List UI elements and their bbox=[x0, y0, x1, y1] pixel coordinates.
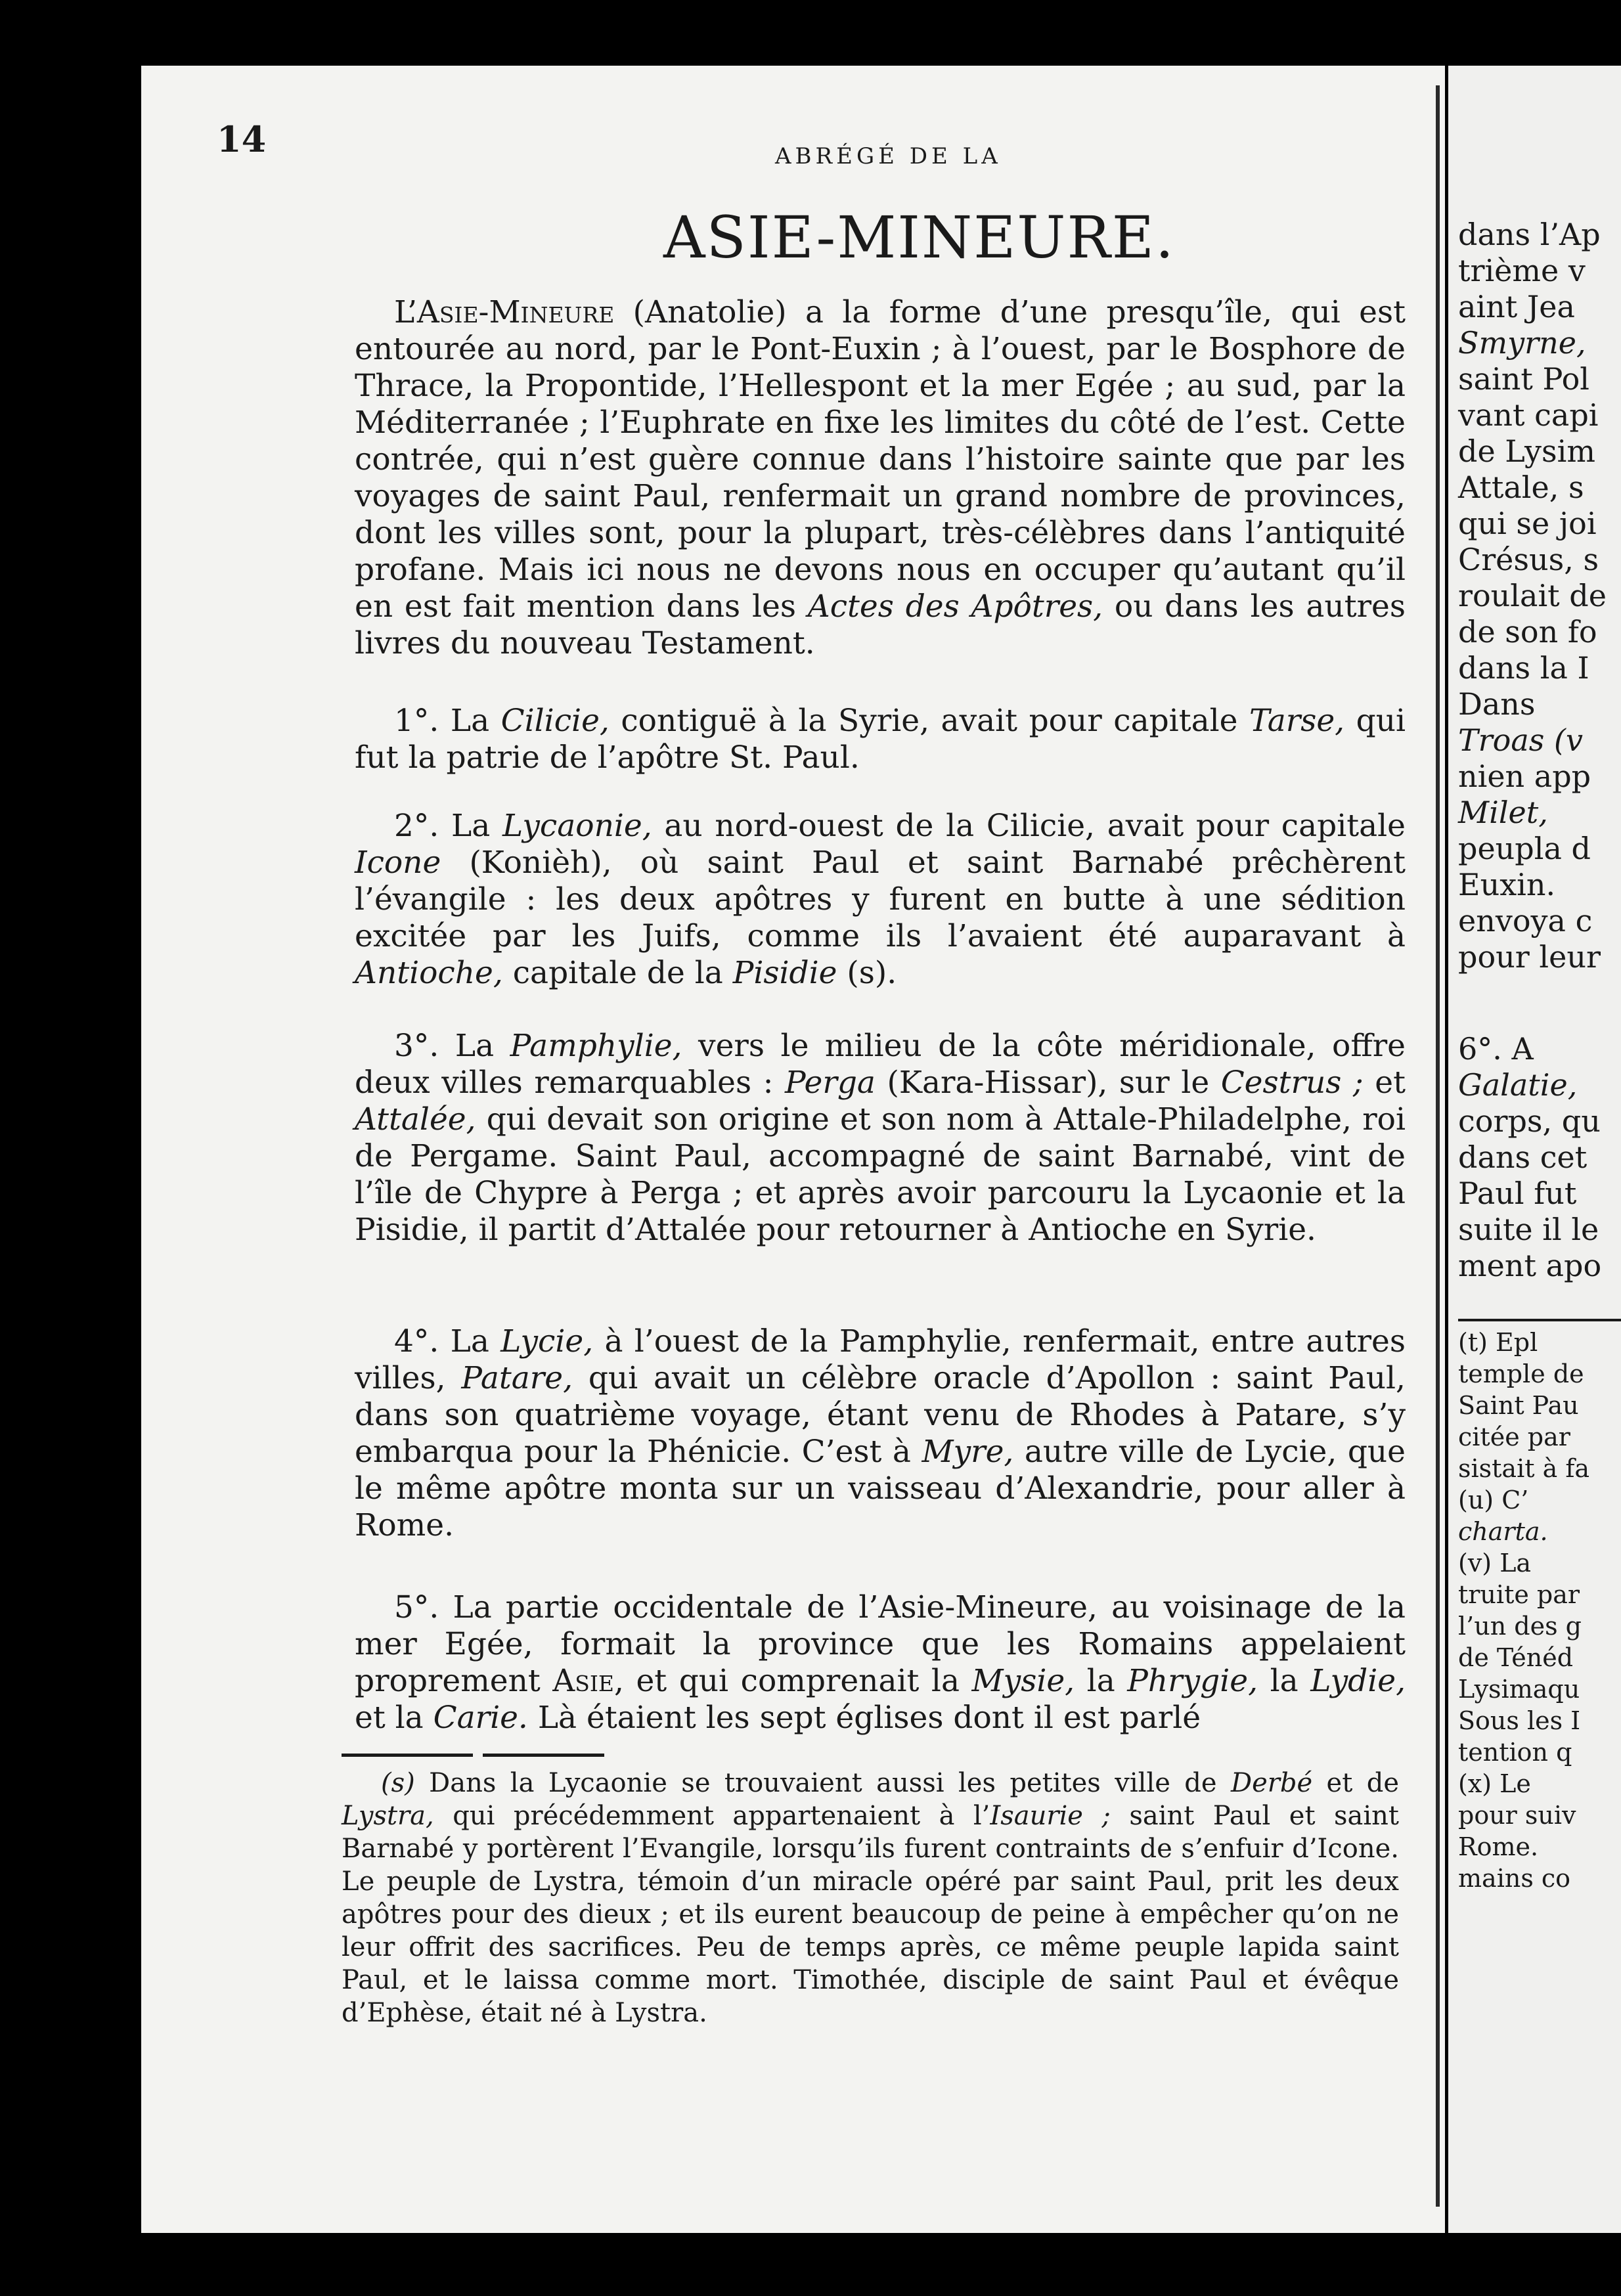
right-note-line: citée par bbox=[1458, 1423, 1570, 1451]
text-run: et de bbox=[1312, 1768, 1399, 1798]
right-line: trième v bbox=[1458, 253, 1586, 288]
right-line: Paul fut bbox=[1458, 1176, 1577, 1211]
right-line: de Lysim bbox=[1458, 433, 1595, 469]
right-note-line: (x) Le bbox=[1458, 1769, 1531, 1798]
text-run: saint Paul et saint Barnabé y portèrent l’Evangile, lorsqu’ils furent contraints de s’enfuir d’Icone. Le peuple de Lystra, témoin d’un miracle opéré par saint Paul, prit les deux apôtres pour des dieux ; et ils eurent beaucoup de peine à empêcher qu’on ne leur offrit des sacrifices. Peu de temps après, ce même peuple lapida saint Paul, et le laissa comme mort. Timothée, disciple de saint Paul et évêque d’Ephèse, était né à Lystra. bbox=[342, 1801, 1399, 2028]
right-note-line: (u) C’ bbox=[1458, 1486, 1529, 1514]
right-line: suite il le bbox=[1458, 1212, 1599, 1247]
intro-lead: L’Asie-Mineure bbox=[394, 294, 615, 330]
paragraph-asie bbox=[355, 1589, 1406, 1736]
footnote-rule bbox=[342, 1754, 473, 1757]
right-line: dans l’Ap bbox=[1458, 217, 1601, 252]
text-run: et qui comprenait la bbox=[623, 1663, 972, 1699]
right-line: Smyrne, bbox=[1458, 325, 1586, 361]
right-line: vant capi bbox=[1458, 397, 1599, 433]
text-run: Dans la Lycaonie se trouvaient aussi les petites ville de bbox=[414, 1768, 1231, 1798]
right-note-line: Rome. bbox=[1458, 1832, 1539, 1861]
place-name: Perga bbox=[785, 1065, 876, 1101]
text-run: à l’ouest de la Pamphylie, renfermait, entre autres villes, bbox=[355, 1323, 1406, 1396]
right-line: peupla d bbox=[1458, 831, 1591, 866]
intro-tail: ou dans les autres livres du nouveau Testament. bbox=[355, 588, 1406, 661]
text-run: qui avait un célèbre oracle d’Apollon : saint Paul, dans son quatrième voyage, étant venu de Rhodes à Patare, s’y embarqua pour la Phénicie. C’est à bbox=[355, 1360, 1406, 1470]
text-run: contiguë à la Syrie, avait pour capitale bbox=[609, 703, 1250, 739]
right-line: Troas (v bbox=[1458, 722, 1583, 758]
right-line: de son fo bbox=[1458, 614, 1597, 650]
right-note-line: temple de bbox=[1458, 1359, 1584, 1388]
right-page-text-mid bbox=[1458, 1031, 1621, 1284]
place-name: Antioche, bbox=[355, 955, 503, 991]
right-footnote-rule bbox=[1458, 1319, 1621, 1321]
place-name: Tarse, bbox=[1249, 703, 1345, 739]
province-name: Asie, bbox=[552, 1663, 624, 1699]
text-run: qui précédemment appartenaient à l’ bbox=[433, 1801, 990, 1831]
para-number: 5°. bbox=[394, 1589, 439, 1625]
page-number: 14 bbox=[217, 118, 267, 160]
text-run: (Kara-Hissar), sur le bbox=[875, 1065, 1221, 1101]
text-run: autre ville de Lycie, que le même apôtre monta sur un vaisseau d’Alexandrie, pour aller à Rome. bbox=[355, 1434, 1406, 1543]
right-page-text-top bbox=[1458, 217, 1621, 975]
text-run: La bbox=[439, 1323, 501, 1359]
right-line: aint Jea bbox=[1458, 289, 1575, 324]
right-line: Euxin. bbox=[1458, 867, 1556, 902]
text-run: Là étaient les sept églises dont il est parlé bbox=[527, 1700, 1201, 1736]
right-line: qui se joi bbox=[1458, 506, 1597, 541]
right-note-line: (v) La bbox=[1458, 1549, 1532, 1578]
text-run: La bbox=[439, 1028, 510, 1064]
place-name: Pamphylie, bbox=[510, 1028, 682, 1064]
place-name: Phrygie, bbox=[1127, 1663, 1258, 1699]
paragraph-lycie bbox=[355, 1323, 1406, 1544]
text-run: La partie occidentale de l’Asie-Mineure, au voisinage de la mer Egée, formait la province que les Romains appelaient proprement bbox=[355, 1589, 1406, 1699]
text-run: et la bbox=[355, 1700, 433, 1736]
right-line: ment apo bbox=[1458, 1248, 1602, 1283]
intro-italic-ref: Actes des Apôtres, bbox=[807, 588, 1103, 625]
place-name: Patare, bbox=[461, 1360, 573, 1396]
right-note-line: pour suiv bbox=[1458, 1801, 1576, 1830]
page-gutter bbox=[1436, 85, 1440, 2207]
right-line: Milet, bbox=[1458, 795, 1548, 830]
place-name: Attalée, bbox=[355, 1101, 476, 1137]
text-run: qui fut la patrie de l’apôtre St. Paul. bbox=[355, 703, 1406, 776]
text-run: la bbox=[1075, 1663, 1128, 1699]
footnote-s bbox=[342, 1767, 1399, 2029]
right-note-line: truite par bbox=[1458, 1580, 1580, 1609]
right-note-line: l’un des g bbox=[1458, 1612, 1582, 1641]
intro-paragraph bbox=[355, 294, 1406, 662]
text-run: La bbox=[439, 703, 501, 739]
place-name: Lydie, bbox=[1310, 1663, 1406, 1699]
right-note-line: mains co bbox=[1458, 1864, 1571, 1893]
right-note-line: Saint Pau bbox=[1458, 1391, 1579, 1420]
place-name: Lycaonie, bbox=[502, 808, 652, 844]
para-number: 3°. bbox=[394, 1028, 439, 1064]
place-name: Mysie, bbox=[971, 1663, 1075, 1699]
paragraph-pamphylie bbox=[355, 1028, 1406, 1248]
text-run: qui devait son origine et son nom à Attale-Philadelphe, roi de Pergame. Saint Paul, accompagné de saint Barnabé, vint de l’île de Chypre à Perga ; et après avoir parcouru la Lycaonie et la Pisidie, il partit d’Attalée pour retourner à Antioche en Syrie. bbox=[355, 1101, 1406, 1248]
right-line: dans cet bbox=[1458, 1139, 1588, 1175]
right-line: pour leur bbox=[1458, 939, 1601, 975]
para-number: 4°. bbox=[394, 1323, 439, 1359]
place-name: Cilicie, bbox=[500, 703, 610, 739]
right-line: saint Pol bbox=[1458, 361, 1589, 397]
place-name: Cestrus ; bbox=[1220, 1065, 1364, 1101]
right-line: Dans bbox=[1458, 686, 1536, 722]
paragraph-lycaonie bbox=[355, 808, 1406, 992]
right-line: roulait de bbox=[1458, 578, 1607, 613]
text-run: et bbox=[1363, 1065, 1406, 1101]
right-line: 6°. A bbox=[1458, 1031, 1534, 1067]
right-line: corps, qu bbox=[1458, 1103, 1601, 1139]
text-run: La bbox=[439, 808, 502, 844]
chapter-title: ASIE-MINEURE. bbox=[663, 204, 1175, 271]
right-note-line: sistait à fa bbox=[1458, 1454, 1590, 1483]
right-line: envoya c bbox=[1458, 903, 1593, 938]
right-note-line: Lysimaqu bbox=[1458, 1675, 1580, 1704]
para-number: 2°. bbox=[394, 808, 439, 844]
place-name: Carie. bbox=[433, 1700, 528, 1736]
place-name: Myre, bbox=[922, 1434, 1014, 1470]
right-line: Attale, s bbox=[1458, 470, 1584, 505]
paragraph-cilicie bbox=[355, 703, 1406, 776]
place-name: Lycie, bbox=[500, 1323, 594, 1359]
place-name: Pisidie bbox=[732, 955, 837, 991]
place-name: Icone bbox=[355, 845, 441, 881]
text-run: (Konièh), où saint Paul et saint Barnabé prêchèrent l’évangile : les deux apôtres y furent en butte à une sédition excitée par les Juifs, comme ils l’avaient été auparavant à bbox=[355, 845, 1406, 954]
text-run: la bbox=[1258, 1663, 1311, 1699]
place-name: Derbé bbox=[1231, 1768, 1313, 1798]
right-line: nien app bbox=[1458, 759, 1591, 794]
text-run: vers le milieu de la côte méridionale, offre deux villes remarquables : bbox=[355, 1028, 1406, 1101]
running-head: ABRÉGÉ DE LA bbox=[775, 143, 1002, 169]
right-line: dans la I bbox=[1458, 650, 1589, 686]
text-run: capitale de la bbox=[502, 955, 733, 991]
right-page-footnotes bbox=[1458, 1327, 1621, 1894]
place-name: Lystra, bbox=[342, 1801, 434, 1831]
place-name: Isaurie ; bbox=[990, 1801, 1111, 1831]
right-note-line: tention q bbox=[1458, 1738, 1572, 1767]
intro-text: (Anatolie) a la forme d’une presqu’île, qui est entourée au nord, par le Pont-Euxin ; à l’ouest, par le Bosphore de Thrace, la Propontide, l’Hellespont et la mer Egée ; au sud, par la Méditerranée ; l’Euphrate en fixe les limites du côté de l’est. Cette contrée, qui n’est guère connue dans l’histoire sainte que par les voyages de saint Paul, renfermait un grand nombre de provinces, dont les villes sont, pour la plupart, très-célèbres dans l’antiquité profane. Mais ici nous ne devons nous en occuper qu’autant qu’il en est fait mention dans les bbox=[355, 294, 1406, 625]
text-run: au nord-ouest de la Cilicie, avait pour capitale bbox=[652, 808, 1406, 844]
right-note-line: Sous les I bbox=[1458, 1706, 1581, 1735]
footnote-rule bbox=[483, 1754, 604, 1757]
footnote-mark: (s) bbox=[381, 1768, 415, 1798]
right-note-line: (t) Epl bbox=[1458, 1328, 1538, 1357]
right-note-line: de Ténéd bbox=[1458, 1643, 1574, 1672]
para-number: 1°. bbox=[394, 703, 439, 739]
text-run: (s). bbox=[837, 955, 897, 991]
right-line: Galatie, bbox=[1458, 1067, 1578, 1103]
right-note-line: charta. bbox=[1458, 1517, 1548, 1546]
right-line: Crésus, s bbox=[1458, 542, 1599, 577]
